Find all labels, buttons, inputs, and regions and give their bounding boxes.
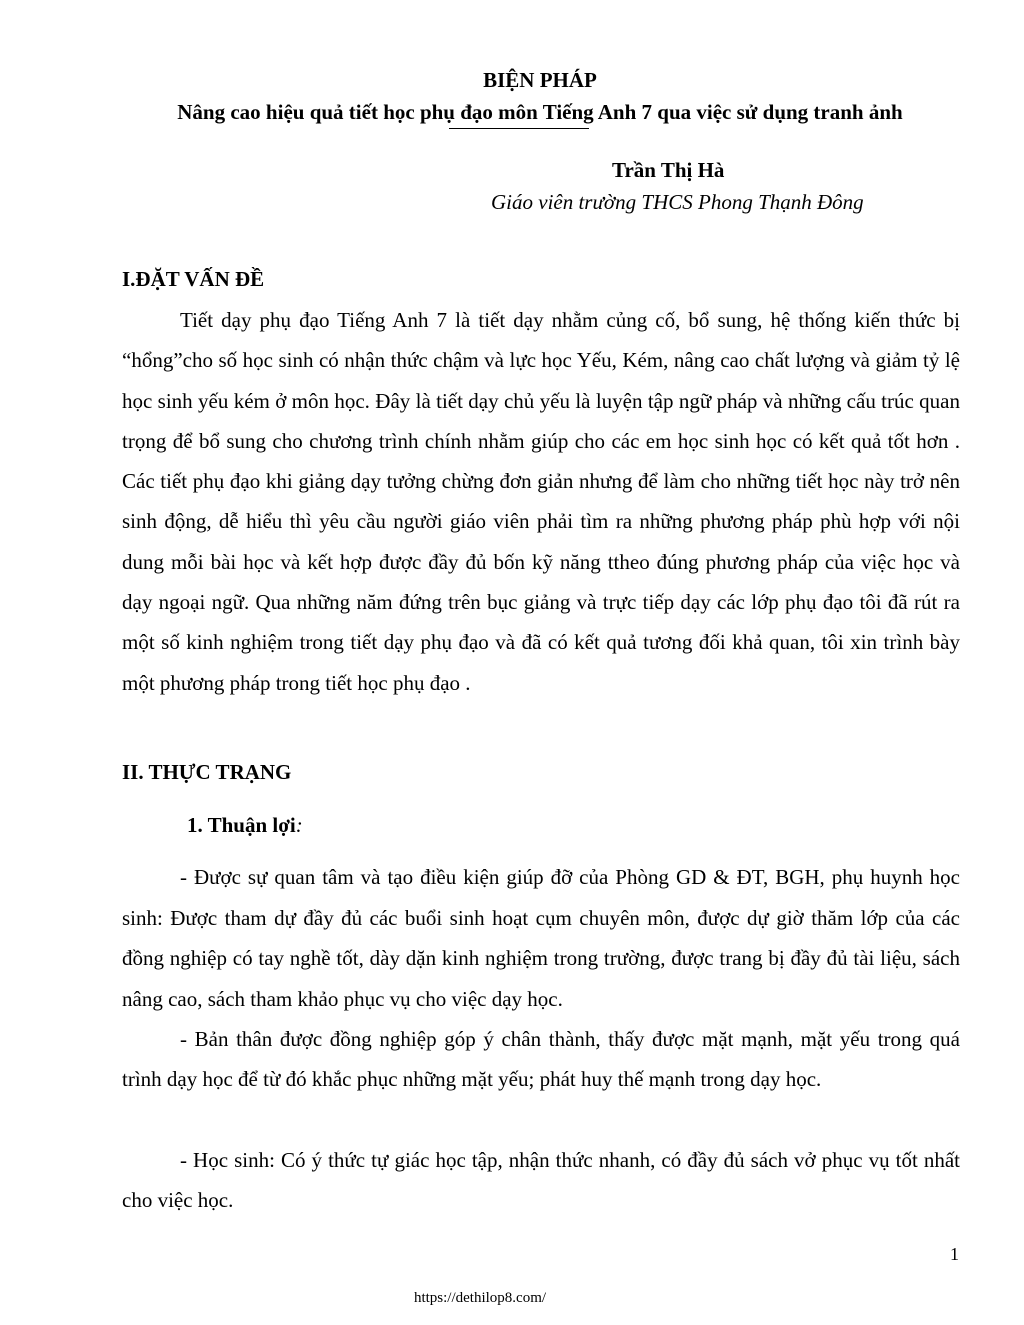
author-affiliation: Giáo viên trường THCS Phong Thạnh Đông <box>491 190 864 214</box>
page-number: 1 <box>950 1244 959 1264</box>
document-title: BIỆN PHÁP <box>483 68 597 92</box>
author-name: Trần Thị Hà <box>612 158 725 182</box>
section-heading-problem: I.ĐẶT VẤN ĐỀ <box>122 267 265 291</box>
section-heading-situation: II. THỰC TRẠNG <box>122 760 292 784</box>
paragraph-advantage-support: - Được sự quan tâm và tạo điều kiện giúp đỡ của Phòng GD & ĐT, BGH, phụ huynh học sinh: Được tham dự đầy đủ các buổi sinh hoạt cụm chuyên môn, được dự giờ thăm lớp của các đồng nghiệp có tay nghề tốt, dày dặn kinh nghiệm trong trường, được trang bị đầy đủ tài liệu, sách nâng cao, sách tham khảo phục vụ cho việc dạy học. <box>122 865 960 1011</box>
title-underline-divider <box>449 128 589 129</box>
paragraph-advantage-colleagues: - Bản thân được đồng nghiệp góp ý chân thành, thấy được mặt mạnh, mặt yếu trong quá trình dạy học để từ đó khắc phục những mặt yếu; phát huy thế mạnh trong dạy học. <box>122 1027 960 1092</box>
subsection-heading-advantages <box>187 813 303 838</box>
paragraph-problem-statement: Tiết dạy phụ đạo Tiếng Anh 7 là tiết dạy nhằm củng cố, bổ sung, hệ thống kiến thức bị “hổng”cho số học sinh có nhận thức chậm và lực học Yếu, Kém, nâng cao chất lượng và giảm tỷ lệ học sinh yếu kém ở môn học. Đây là tiết dạy chủ yếu là luyện tập ngữ pháp và những cấu trúc quan trọng để bổ sung cho chương trình chính nhằm giúp cho các em học sinh học có kết quả tốt hơn . Các tiết phụ đạo khi giảng dạy tưởng chừng đơn giản nhưng để làm cho những tiết học này trở nên sinh động, dễ hiểu thì yêu cầu người giáo viên phải tìm ra những phương pháp phù hợp với nội dung mỗi bài học và kết hợp được đầy đủ bốn kỹ năng ttheo đúng phương pháp của việc học và dạy ngoại ngữ. Qua những năm đứng trên bục giảng và trực tiếp dạy các lớp phụ đạo tôi đã rút ra một số kinh nghiệm trong tiết dạy phụ đạo và đã có kết quả tương đối khả quan, tôi xin trình bày một phương pháp trong tiết học phụ đạo . <box>122 308 960 695</box>
subsection-heading-text: 1. Thuận lợi <box>187 813 296 837</box>
paragraph-advantage-students: - Học sinh: Có ý thức tự giác học tập, nhận thức nhanh, có đầy đủ sách vở phục vụ tốt nhất cho việc học. <box>122 1148 960 1213</box>
footer-url: https://dethilop8.com/ <box>413 1290 547 1306</box>
document-subtitle: Nâng cao hiệu quả tiết học phụ đạo môn Tiếng Anh 7 qua việc sử dụng tranh ảnh <box>177 100 903 124</box>
subsection-heading-colon: : <box>295 813 303 837</box>
